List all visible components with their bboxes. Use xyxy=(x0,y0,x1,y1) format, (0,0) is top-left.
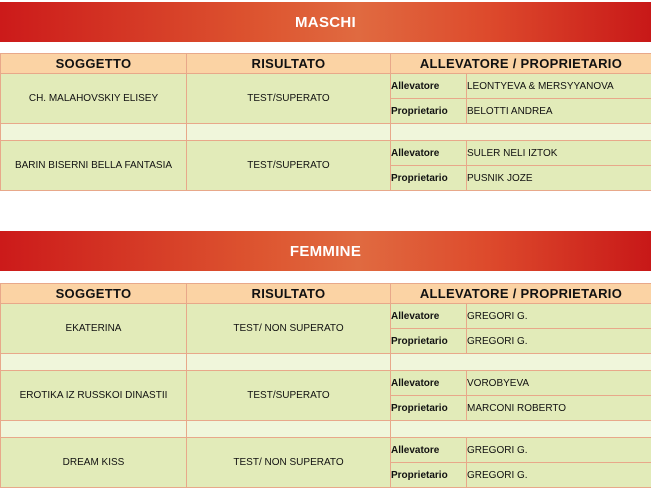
result-cell: TEST/SUPERATO xyxy=(187,371,391,421)
spacer-row xyxy=(1,421,651,438)
owner-label: Proprietario xyxy=(391,329,467,354)
header-soggetto: SOGGETTO xyxy=(1,284,187,304)
owner-label: Proprietario xyxy=(391,396,467,421)
owner-value: PUSNIK JOZE xyxy=(467,166,651,191)
table-row xyxy=(1,438,651,463)
table-header-row xyxy=(1,54,651,74)
subject-cell: EKATERINA xyxy=(1,304,187,354)
header-risultato: RISULTATO xyxy=(187,54,391,74)
header-allevatore-proprietario: ALLEVATORE / PROPRIETARIO xyxy=(391,54,651,74)
breeder-label: Allevatore xyxy=(391,304,467,329)
subject-cell: CH. MALAHOVSKIY ELISEY xyxy=(1,74,187,124)
section-title: FEMMINE xyxy=(289,242,362,260)
header-risultato: RISULTATO xyxy=(187,284,391,304)
breeder-label: Allevatore xyxy=(391,371,467,396)
breeder-label: Allevatore xyxy=(391,141,467,166)
subject-cell: DREAM KISS xyxy=(1,438,187,488)
owner-value: MARCONI ROBERTO xyxy=(467,396,651,421)
breeder-value: LEONTYEVA & MERSYYANOVA xyxy=(467,74,651,99)
owner-value: BELOTTI ANDREA xyxy=(467,99,651,124)
results-table-femmine xyxy=(0,283,651,488)
results-table-maschi xyxy=(0,53,651,191)
breeder-value: SULER NELI IZTOK xyxy=(467,141,651,166)
spacer-row xyxy=(1,124,651,141)
result-cell: TEST/ NON SUPERATO xyxy=(187,304,391,354)
header-soggetto: SOGGETTO xyxy=(1,54,187,74)
section-banner-femmine xyxy=(0,231,651,271)
owner-value: GREGORI G. xyxy=(467,329,651,354)
subject-cell: EROTIKA IZ RUSSKOI DINASTII xyxy=(1,371,187,421)
breeder-value: GREGORI G. xyxy=(467,438,651,463)
table-row xyxy=(1,141,651,166)
header-allevatore-proprietario: ALLEVATORE / PROPRIETARIO xyxy=(391,284,651,304)
breeder-value: GREGORI G. xyxy=(467,304,651,329)
spacer-row xyxy=(1,354,651,371)
breeder-value: VOROBYEVA xyxy=(467,371,651,396)
table-row xyxy=(1,371,651,396)
breeder-label: Allevatore xyxy=(391,438,467,463)
table-header-row xyxy=(1,284,651,304)
section-title: MASCHI xyxy=(295,13,356,31)
breeder-label: Allevatore xyxy=(391,74,467,99)
table-row xyxy=(1,74,651,99)
owner-label: Proprietario xyxy=(391,166,467,191)
section-banner-maschi xyxy=(0,2,651,42)
result-cell: TEST/SUPERATO xyxy=(187,74,391,124)
result-cell: TEST/ NON SUPERATO xyxy=(187,438,391,488)
owner-label: Proprietario xyxy=(391,463,467,488)
owner-label: Proprietario xyxy=(391,99,467,124)
result-cell: TEST/SUPERATO xyxy=(187,141,391,191)
owner-value: GREGORI G. xyxy=(467,463,651,488)
subject-cell: BARIN BISERNI BELLA FANTASIA xyxy=(1,141,187,191)
table-row xyxy=(1,304,651,329)
